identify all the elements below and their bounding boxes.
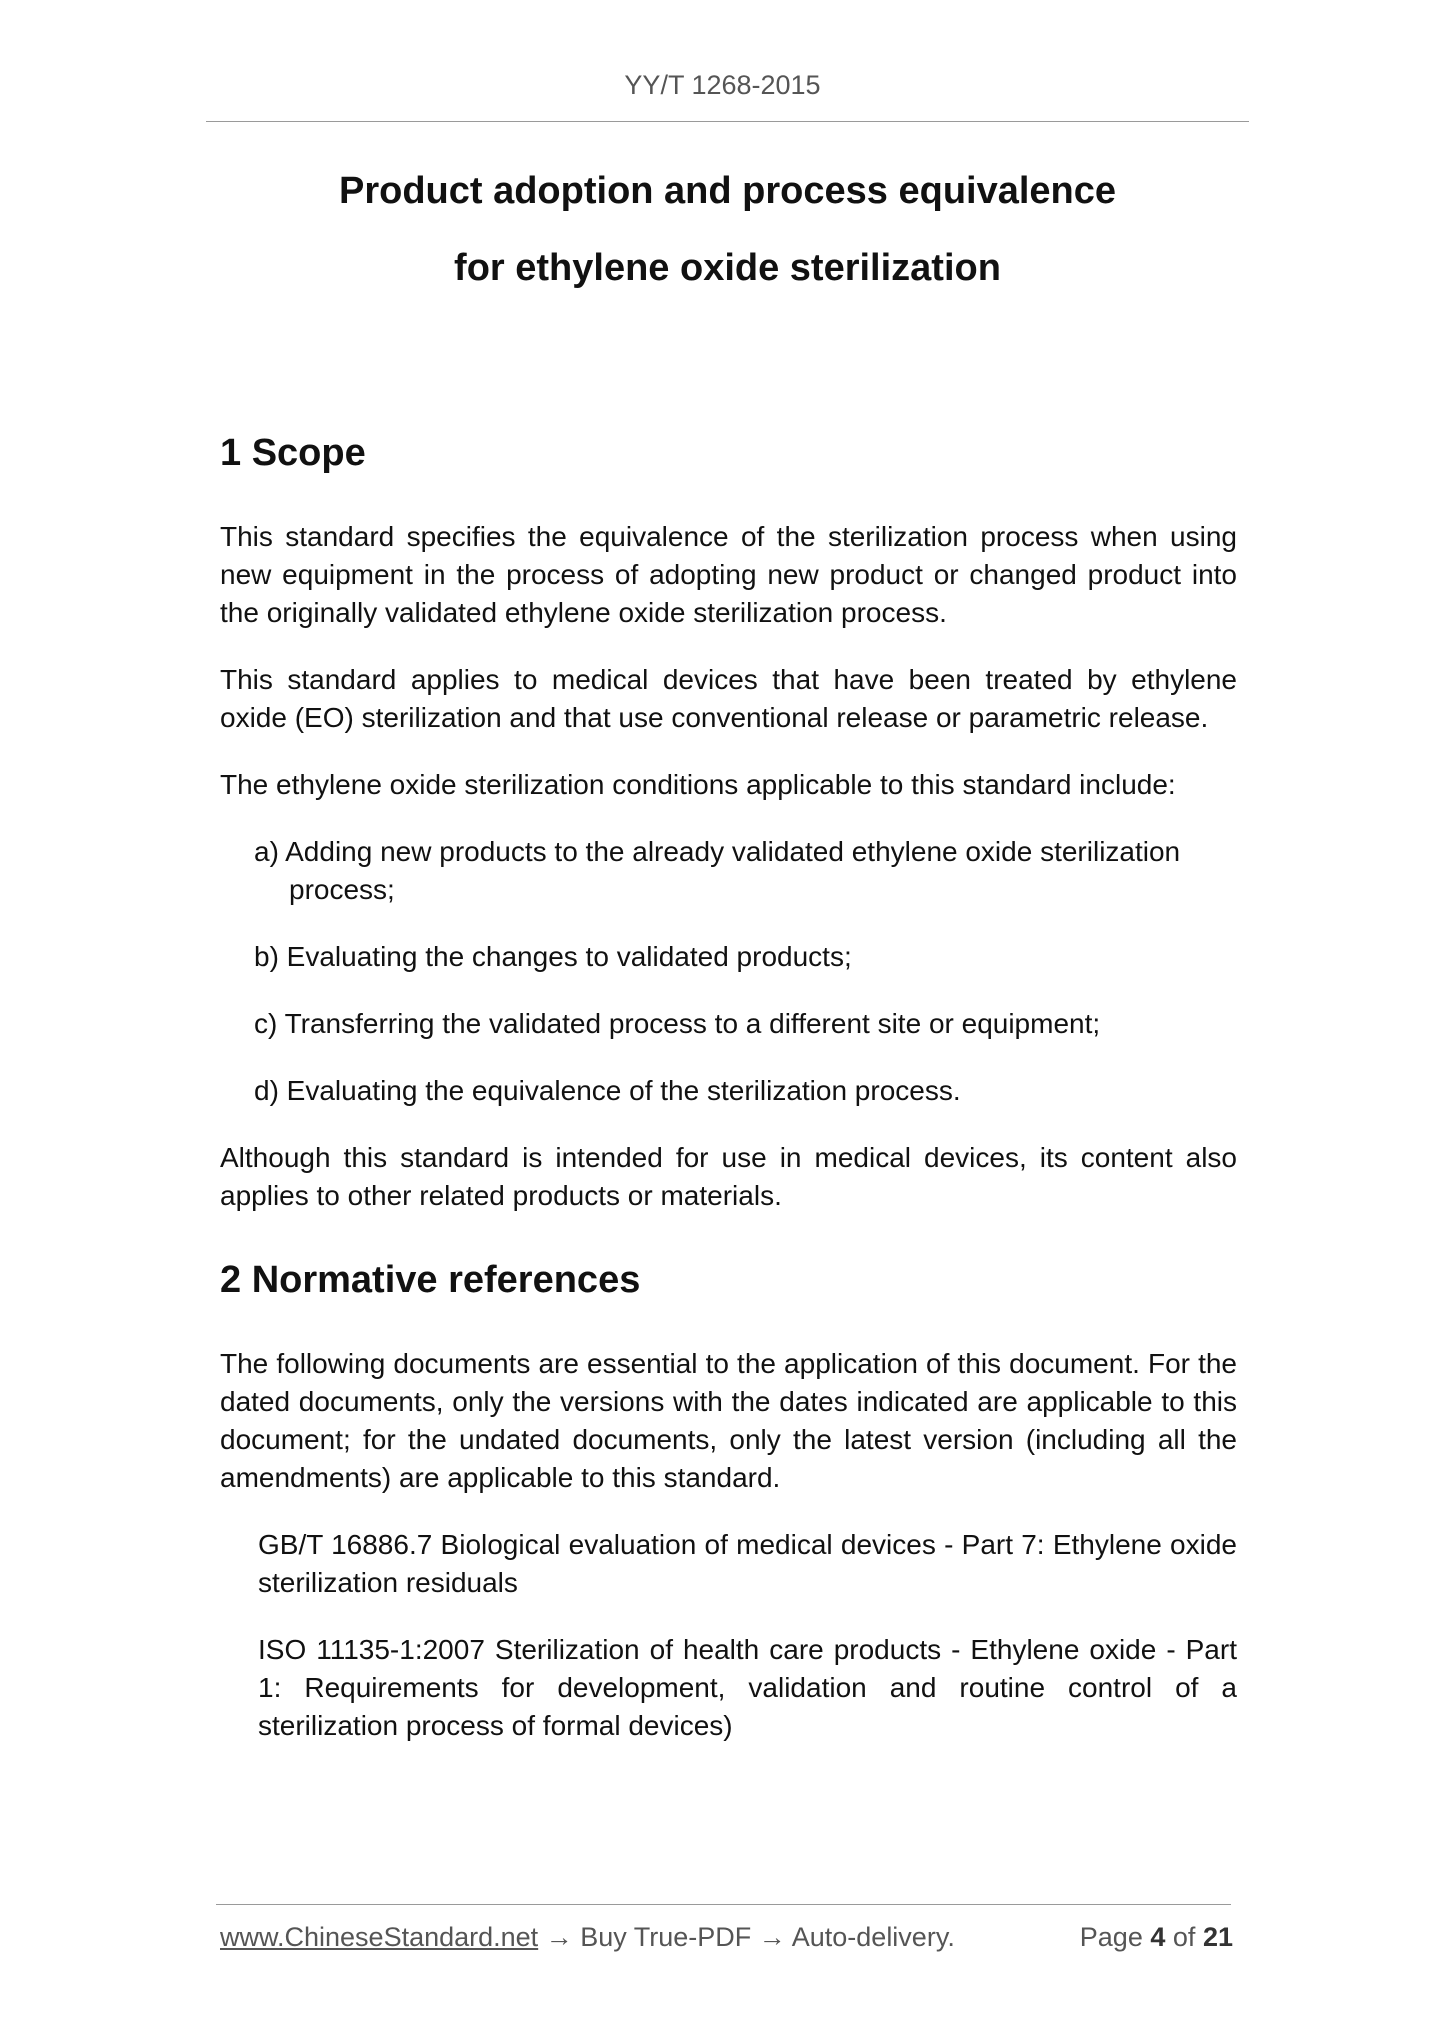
scope-list-item-a: a) Adding new products to the already validated ethylene oxide sterilization process; xyxy=(254,836,1181,905)
reference-item-gbt-16886-7: GB/T 16886.7 Biological evaluation of medical devices - Part 7: Ethylene oxide sterilization residuals xyxy=(258,1529,1237,1598)
scope-closing-paragraph: Although this standard is intended for use in medical devices, its content also applies to other related products or materials. xyxy=(220,1142,1237,1211)
page-label: Page xyxy=(1079,1922,1143,1952)
footer-promo xyxy=(220,1922,955,1953)
reference-item-iso-11135-1: ISO 11135-1:2007 Sterilization of health care products - Ethylene oxide - Part 1: Requirements for development, validation and routine control of a sterilization process of formal devices) xyxy=(258,1634,1237,1741)
page-current: 4 xyxy=(1150,1922,1166,1952)
document-title-line-1: Product adoption and process equivalence xyxy=(338,170,1117,212)
scope-paragraph-2: This standard applies to medical devices that have been treated by ethylene oxide (EO) sterilization and that use conventional release or parametric release. xyxy=(220,664,1237,733)
page-footer xyxy=(220,1922,1233,1953)
section-heading-scope: 1 Scope xyxy=(220,432,366,474)
scope-list-item-c: c) Transferring the validated process to a different site or equipment; xyxy=(254,1008,1101,1039)
section-heading-normative-references: 2 Normative references xyxy=(220,1259,641,1301)
page-of-label: of xyxy=(1172,1922,1196,1952)
document-body xyxy=(220,428,1237,1774)
footer-tagline: → Buy True-PDF → Auto-delivery. xyxy=(538,1922,955,1952)
website-link[interactable]: www.ChineseStandard.net xyxy=(220,1922,539,1952)
footer-divider xyxy=(216,1904,1231,1905)
scope-list-item-d: d) Evaluating the equivalence of the sterilization process. xyxy=(254,1075,961,1106)
document-title-line-2: for ethylene oxide sterilization xyxy=(454,247,1001,289)
header-divider xyxy=(206,121,1249,122)
scope-paragraph-1: This standard specifies the equivalence of the sterilization process when using new equipment in the process of adopting new product or changed product into the originally validated ethylene oxide sterilization process. xyxy=(220,521,1237,628)
references-intro-paragraph: The following documents are essential to the application of this document. For the dated documents, only the versions with the dates indicated are applicable to this document; for the undated documents, only the latest version (including all the amendments) are applicable to this standard. xyxy=(220,1348,1237,1493)
scope-paragraph-3: The ethylene oxide sterilization conditions applicable to this standard include: xyxy=(220,769,1176,800)
scope-list-item-b: b) Evaluating the changes to validated products; xyxy=(254,941,852,972)
standard-code-header: YY/T 1268-2015 xyxy=(624,70,821,100)
page-number xyxy=(1080,1922,1233,1953)
page-total: 21 xyxy=(1202,1922,1233,1952)
